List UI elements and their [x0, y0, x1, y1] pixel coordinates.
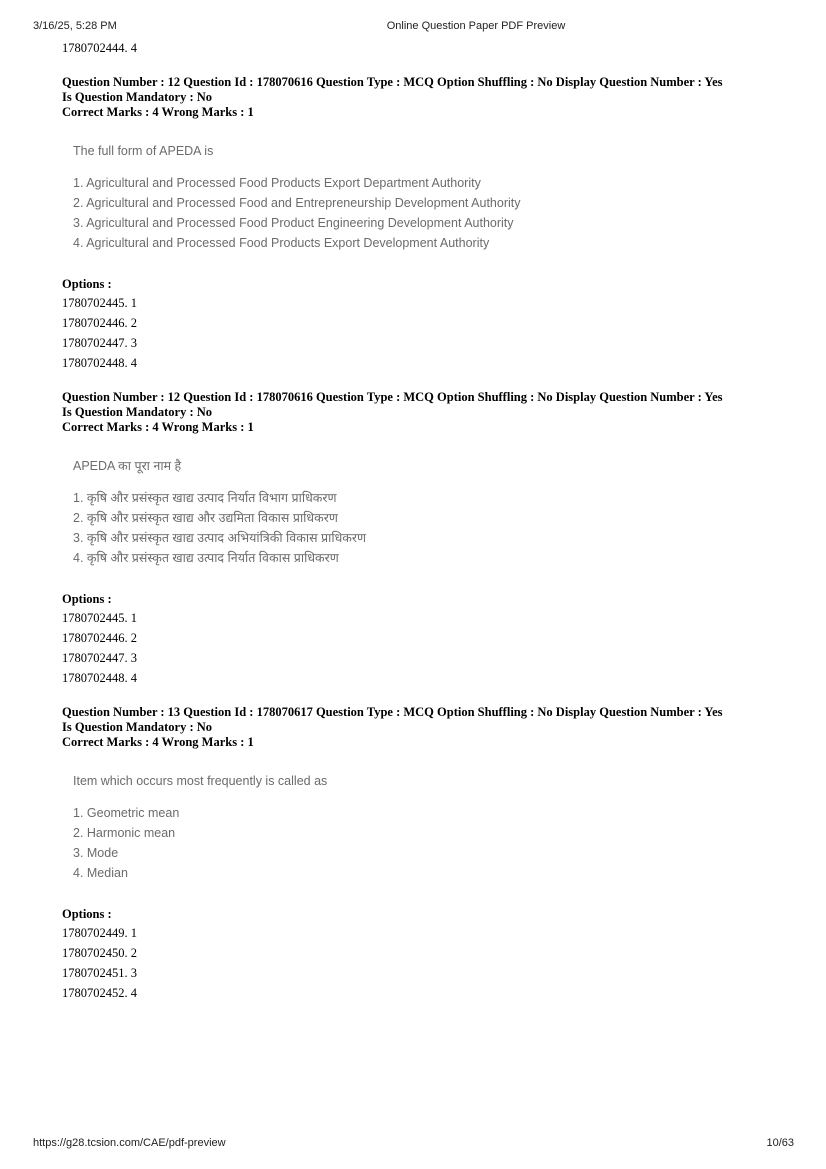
- question-meta-line2: Is Question Mandatory : No: [62, 90, 213, 104]
- question-meta-line2: Is Question Mandatory : No: [62, 405, 213, 419]
- page-header: [0, 20, 826, 34]
- question-image: [73, 772, 782, 883]
- option-id: 1780702447. 3: [62, 651, 137, 665]
- question-block-1: [62, 75, 782, 373]
- question-choice: 3. Mode: [73, 846, 119, 860]
- question-meta-line2: Is Question Mandatory : No: [62, 720, 213, 734]
- option-id: 1780702447. 3: [62, 336, 137, 350]
- header-title: Online Question Paper PDF Preview: [386, 20, 566, 32]
- option-id: 1780702448. 4: [62, 356, 137, 370]
- page-footer: [0, 1137, 826, 1151]
- question-meta: [62, 705, 782, 750]
- option-id: 1780702446. 2: [62, 631, 137, 645]
- question-choice: 4. कृषि और प्रसंस्कृत खाद्य उत्पाद निर्यात विकास प्राधिकरण: [73, 551, 339, 565]
- option-id: 1780702449. 1: [62, 926, 137, 940]
- question-choice: 4. Median: [73, 866, 128, 880]
- question-choice: 2. Harmonic mean: [73, 826, 176, 840]
- question-choice: 1. कृषि और प्रसंस्कृत खाद्य उत्पाद निर्यात विभाग प्राधिकरण: [73, 491, 337, 505]
- top-option: 1780702444. 4: [62, 41, 137, 55]
- question-choice: 1. Agricultural and Processed Food Products Export Department Authority: [73, 176, 481, 190]
- question-meta-line1: Question Number : 12 Question Id : 178070616 Question Type : MCQ Option Shuffling : No Display Question Number : Yes: [62, 75, 723, 89]
- question-block-2: [62, 390, 782, 688]
- question-marks: Correct Marks : 4 Wrong Marks : 1: [62, 735, 254, 749]
- question-image: [73, 142, 782, 253]
- option-id: 1780702445. 1: [62, 296, 137, 310]
- footer-url[interactable]: https://g28.tcsion.com/CAE/pdf-preview: [33, 1137, 226, 1149]
- option-id: 1780702445. 1: [62, 611, 137, 625]
- options-label: Options :: [62, 907, 112, 921]
- footer-page-number: 10/63: [766, 1137, 794, 1149]
- options-label: Options :: [62, 592, 112, 606]
- question-choice: 2. Agricultural and Processed Food and Entrepreneurship Development Authority: [73, 196, 521, 210]
- question-choice: 3. कृषि और प्रसंस्कृत खाद्य उत्पाद अभियांत्रिकी विकास प्राधिकरण: [73, 531, 367, 545]
- question-meta-line1: Question Number : 13 Question Id : 178070617 Question Type : MCQ Option Shuffling : No Display Question Number : Yes: [62, 705, 723, 719]
- options-label: Options :: [62, 277, 112, 291]
- question-choice: 2. कृषि और प्रसंस्कृत खाद्य और उद्यमिता विकास प्राधिकरण: [73, 511, 338, 525]
- option-id: 1780702448. 4: [62, 671, 137, 685]
- question-meta: [62, 75, 782, 120]
- question-marks: Correct Marks : 4 Wrong Marks : 1: [62, 420, 254, 434]
- question-text: The full form of APEDA is: [73, 144, 214, 158]
- header-datetime: 3/16/25, 5:28 PM: [33, 20, 117, 32]
- question-meta: [62, 390, 782, 435]
- question-image: [73, 457, 782, 568]
- question-text: APEDA का पूरा नाम है: [73, 459, 182, 473]
- question-block-3: [62, 705, 782, 1003]
- question-choice: 3. Agricultural and Processed Food Product Engineering Development Authority: [73, 216, 514, 230]
- question-choice: 1. Geometric mean: [73, 806, 180, 820]
- question-choice: 4. Agricultural and Processed Food Products Export Development Authority: [73, 236, 490, 250]
- question-marks: Correct Marks : 4 Wrong Marks : 1: [62, 105, 254, 119]
- question-text: Item which occurs most frequently is called as: [73, 774, 328, 788]
- option-id: 1780702452. 4: [62, 986, 137, 1000]
- option-id: 1780702450. 2: [62, 946, 137, 960]
- option-id: 1780702451. 3: [62, 966, 137, 980]
- question-meta-line1: Question Number : 12 Question Id : 178070616 Question Type : MCQ Option Shuffling : No Display Question Number : Yes: [62, 390, 723, 404]
- option-id: 1780702446. 2: [62, 316, 137, 330]
- document-content: [62, 38, 782, 1003]
